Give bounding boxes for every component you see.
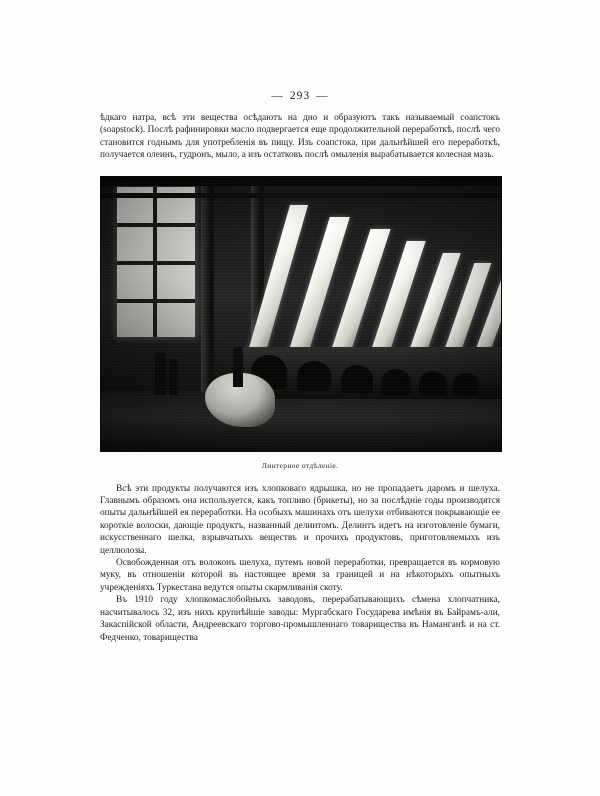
body-text [100, 483, 500, 644]
body-paragraph-1: Всѣ эти продукты получаются изъ хлопковаго ядрышка, но не пропадаетъ даромъ и шелуха. Главнымъ образомъ она используется, какъ топливо (брикеты), но за послѣдніе годы производятся опыты дальнѣйшей ея переработки. На особыхъ машинахъ отъ шелухи отбиваются покрывающіе ее короткіе волоски, дающіе продуктъ, названный делинтомъ. Делинтъ идетъ на изготовленіе бумаги, искусственнаго шелка, взрывчатыхъ веществъ и прочихъ продуктовъ, приготовляемыхъ изъ целлюлозы. [100, 483, 500, 556]
page-number-dash-left: — [271, 90, 284, 102]
page-number-dash-right: — [316, 90, 329, 102]
body-paragraph-2: Освобожденная отъ волоконъ шелуха, путемъ новой переработки, превращается въ кормовую муку, въ отношеніи которой въ настоящее время за границей и на нѣкоторыхъ опытныхъ учрежденіяхъ Туркестана ведутся опыты скармливанія скоту. [100, 558, 500, 593]
page-number-value: 293 [289, 90, 311, 102]
figure [100, 176, 500, 470]
photo-vignette [101, 177, 501, 451]
figure-caption: Линтерное отдѣленіе. [261, 460, 339, 470]
page-number [0, 90, 600, 102]
page-content [100, 112, 500, 644]
body-paragraph-3: Въ 1910 году хлопкомаслобойныхъ заводовъ, перерабатывающихъ сѣмена хлопчатника, насчитывалось 32, изъ нихъ крупнѣйшіе заводы: Мургабскаго Государева имѣнія въ Байрамъ-али, Закаспійской области, Андреевскаго торгово-промышленнаго товарищества въ Наманганѣ и на ст. Федченко, товарищества [100, 595, 500, 643]
factory-linter-department-photo [100, 176, 502, 452]
top-paragraph: ѣдкаго натра, всѣ эти вещества осѣдаютъ на дно и образуютъ такъ называемый соапстокъ (soapstock). Послѣ рафинировки масло подвергается еще продолжительной переработкѣ, послѣ чего становится годнымъ для употребленія въ пищу. Изъ соапстока, при дальнѣйшей его переработкѣ, получается олеинъ, гудронъ, мыло, а изъ остатковъ послѣ омыленія вырабатывается колесная мазь. [100, 113, 500, 161]
